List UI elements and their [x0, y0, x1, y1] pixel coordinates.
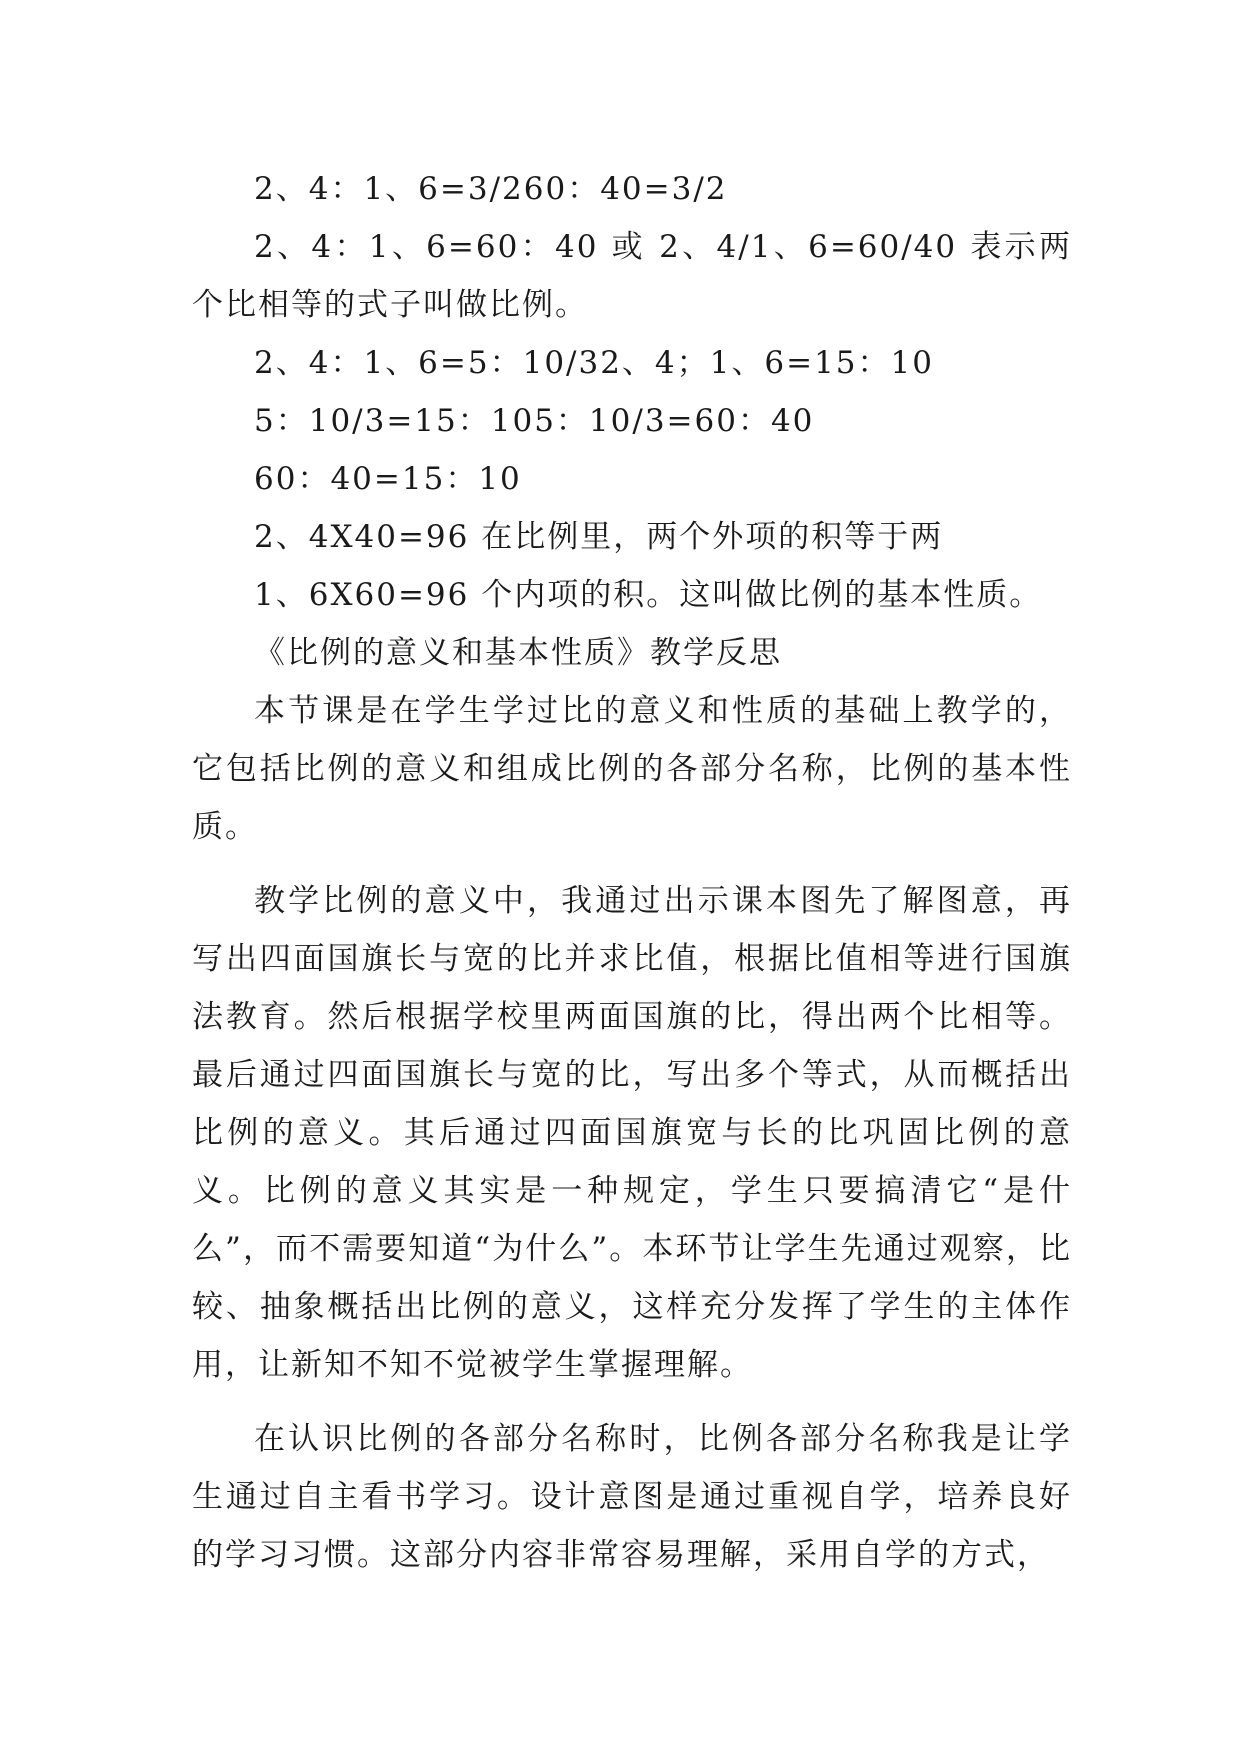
equation-line: 5：10/3=15：105：10/3=60：40	[254, 403, 815, 439]
equation-line: 60：40=15：10	[254, 461, 522, 497]
equation-line: 2、4X40=96 在比例里，两个外项的积等于两	[254, 519, 944, 555]
paragraph: 本节课是在学生学过比的意义和性质的基础上教学的，它包括比例的意义和组成比例的各部分名称，比例的基本性质。	[192, 693, 1072, 845]
equation-line: 2、4：1、6=5：10/32、4；1、6=15：10	[254, 345, 934, 381]
equation-definition-line: 2、4：1、6=60：40 或 2、4/1、6=60/40 表示两个比相等的式子叫做比例。	[192, 229, 1072, 323]
paragraph: 在认识比例的各部分名称时，比例各部分名称我是让学生通过自主看书学习。设计意图是通过重视自学，培养良好的学习习惯。这部分内容非常容易理解，采用自学的方式，	[192, 1421, 1072, 1573]
section-title: 《比例的意义和基本性质》教学反思	[254, 635, 782, 671]
equation-line: 1、6X60=96 个内项的积。这叫做比例的基本性质。	[254, 577, 1043, 613]
document-body	[192, 160, 1072, 1584]
paragraph: 教学比例的意义中，我通过出示课本图先了解图意，再写出四面国旗长与宽的比并求比值，根据比值相等进行国旗法教育。然后根据学校里两面国旗的比，得出两个比相等。最后通过四面国旗长与宽的比，写出多个等式，从而概括出比例的意义。其后通过四面国旗宽与长的比巩固比例的意义。比例的意义其实是一种规定，学生只要搞清它“是什么”，而不需要知道“为什么”。本环节让学生先通过观察，比较、抽象概括出比例的意义，这样充分发挥了学生的主体作用，让新知不知不觉被学生掌握理解。	[192, 883, 1072, 1383]
equation-line: 2、4：1、6=3/260：40=3/2	[254, 171, 728, 207]
